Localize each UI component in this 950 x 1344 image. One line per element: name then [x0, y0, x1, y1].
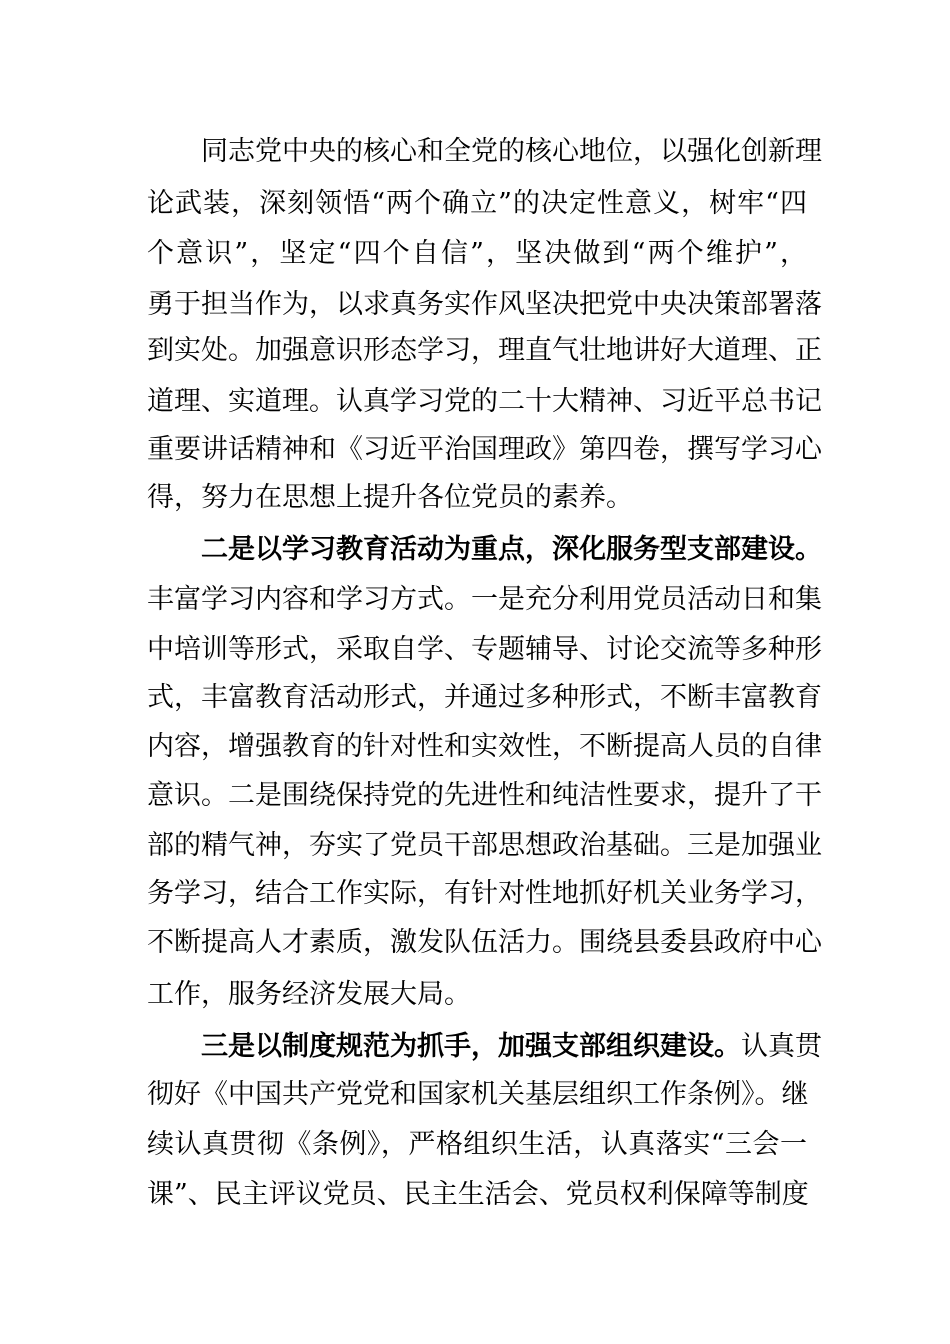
text-line: 道理、实道理。认真学习党的二十大精神、习近平总书记 — [147, 386, 822, 417]
text-line: 课”、民主评议党员、民主生活会、党员权利保障等制度 — [147, 1179, 809, 1210]
text-line: 中培训等形式，采取自学、专题辅导、讨论交流等多种形 — [147, 634, 822, 665]
text-line: 得，努力在思想上提升各位党员的素养。 — [147, 482, 633, 513]
text-line: 勇于担当作为，以求真务实作风坚决把党中央决策部署落 — [147, 289, 822, 320]
text-line: 丰富学习内容和学习方式。一是充分利用党员活动日和集 — [147, 584, 822, 615]
text-line: 到实处。加强意识形态学习，理直气壮地讲好大道理、正 — [147, 335, 822, 366]
paragraph-heading: 二是以学习教育活动为重点，深化服务型支部建设。 — [201, 534, 822, 565]
text-line: 务学习，结合工作实际，有针对性地抓好机关业务学习， — [147, 878, 822, 909]
text-line: 部的精气神，夯实了党员干部思想政治基础。三是加强业 — [147, 830, 822, 861]
text-line: 重要讲话精神和《习近平治国理政》第四卷，撰写学习心 — [147, 434, 822, 465]
heading-tail-text: 认真贯 — [741, 1031, 822, 1062]
text-line: 彻好《中国共产党党和国家机关基层组织工作条例》。继 — [147, 1079, 809, 1110]
text-line: 不断提高人才素质，激发队伍活力。围绕县委县政府中心 — [147, 927, 822, 958]
text-line: 同志党中央的核心和全党的核心地位，以强化创新理 — [201, 136, 822, 167]
paragraph-first-line — [201, 1022, 822, 1072]
text-line: 论武装，深刻领悟“两个确立”的决定性意义，树牢“四 — [147, 188, 807, 219]
text-line: 式，丰富教育活动形式，并通过多种形式，不断丰富教育 — [147, 682, 822, 713]
text-line: 内容，增强教育的针对性和实效性，不断提高人员的自律 — [147, 731, 822, 762]
text-line: 个意识”，坚定“四个自信”，坚决做到“两个维护”， — [147, 238, 807, 269]
text-line: 意识。二是围绕保持党的先进性和纯洁性要求，提升了干 — [147, 780, 822, 811]
paragraph-heading: 三是以制度规范为抓手，加强支部组织建设。 — [201, 1031, 741, 1062]
text-line: 续认真贯彻《条例》，严格组织生活，认真落实“三会一 — [147, 1129, 807, 1160]
text-line: 工作，服务经济发展大局。 — [147, 979, 471, 1010]
